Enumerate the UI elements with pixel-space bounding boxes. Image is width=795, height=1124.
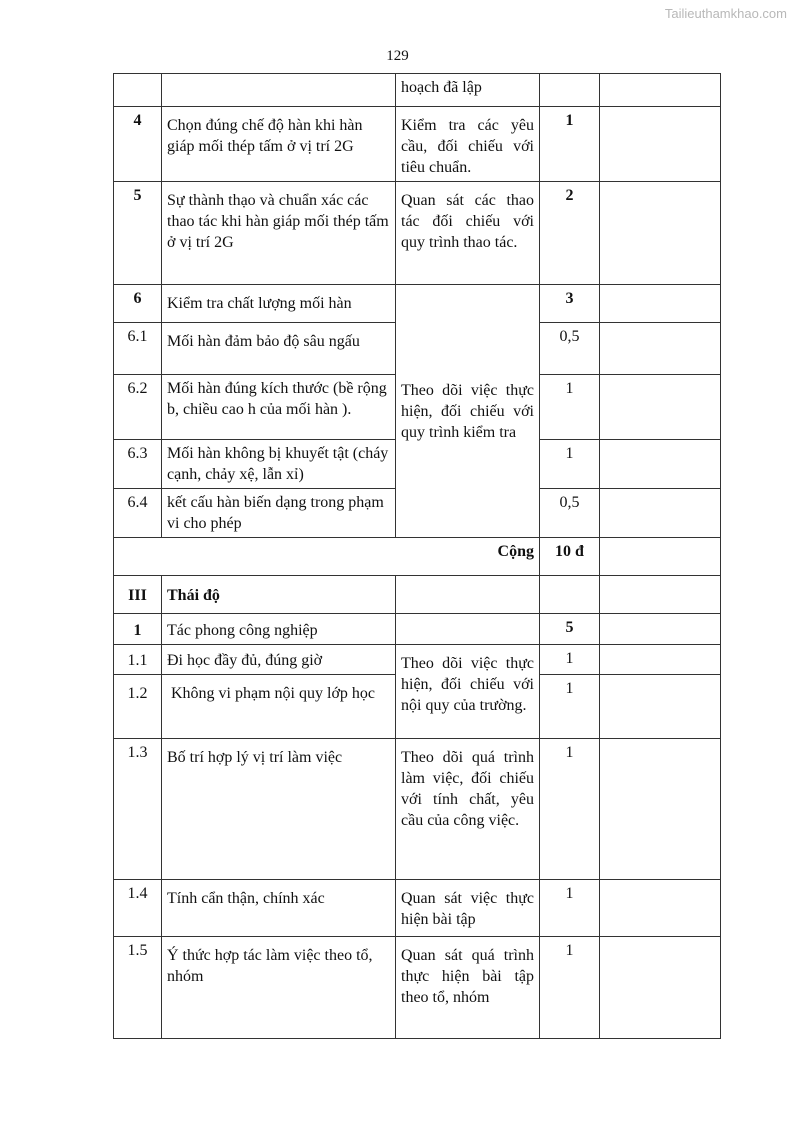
criterion-cell: Tác phong công nghiệp: [162, 614, 396, 645]
criterion-cell: Không vi phạm nội quy lớp học: [162, 675, 396, 739]
total-label: Cộng: [114, 538, 540, 576]
row-number: 5: [114, 182, 162, 285]
table-row: [114, 614, 721, 645]
points-cell: 1: [540, 880, 600, 937]
section-title: Thái độ: [162, 576, 396, 614]
row-number: 1.5: [114, 937, 162, 1039]
criterion-cell: Sự thành thạo và chuẩn xác các thao tác khi hàn giáp mối thép tấm ở vị trí 2G: [162, 182, 396, 285]
row-number: 1.1: [114, 645, 162, 675]
table-row: [114, 739, 721, 880]
result-cell: [600, 285, 721, 323]
result-cell: [600, 675, 721, 739]
result-cell: [600, 538, 721, 576]
method-cell: hoạch đã lập: [396, 74, 540, 107]
points-cell: 0,5: [540, 323, 600, 375]
method-cell: Quan sát các thao tác đối chiếu với quy trình thao tác.: [396, 182, 540, 285]
points-cell: 1: [540, 107, 600, 182]
table-row: [114, 645, 721, 675]
result-cell: [600, 576, 721, 614]
criterion-cell: Tính cẩn thận, chính xác: [162, 880, 396, 937]
points-cell: 1: [540, 440, 600, 489]
result-cell: [600, 489, 721, 538]
method-cell: Theo dõi việc thực hiện, đối chiếu với quy trình kiểm tra: [396, 285, 540, 538]
table-row: [114, 107, 721, 182]
result-cell: [600, 323, 721, 375]
section-header-row: [114, 576, 721, 614]
result-cell: [600, 880, 721, 937]
criterion-cell: kết cấu hàn biến dạng trong phạm vi cho phép: [162, 489, 396, 538]
points-cell: 0,5: [540, 489, 600, 538]
result-cell: [600, 182, 721, 285]
result-cell: [600, 739, 721, 880]
row-number: [114, 74, 162, 107]
criterion-cell: Đi học đầy đủ, đúng giờ: [162, 645, 396, 675]
method-cell: Kiểm tra các yêu cầu, đối chiếu với tiêu chuẩn.: [396, 107, 540, 182]
row-number: 6.2: [114, 375, 162, 440]
points-cell: [540, 576, 600, 614]
row-number: 6: [114, 285, 162, 323]
points-cell: 1: [540, 739, 600, 880]
result-cell: [600, 375, 721, 440]
row-number: 1.2: [114, 675, 162, 739]
method-cell: Quan sát việc thực hiện bài tập: [396, 880, 540, 937]
row-number: 6.1: [114, 323, 162, 375]
row-number: 6.3: [114, 440, 162, 489]
table-row: [114, 937, 721, 1039]
result-cell: [600, 937, 721, 1039]
result-cell: [600, 440, 721, 489]
row-number: 1.3: [114, 739, 162, 880]
method-cell: Theo dõi quá trình làm việc, đối chiếu với tính chất, yêu cầu của công việc.: [396, 739, 540, 880]
table-row: [114, 182, 721, 285]
total-points: 10 đ: [540, 538, 600, 576]
total-row: [114, 538, 721, 576]
points-cell: 2: [540, 182, 600, 285]
method-cell: Theo dõi việc thực hiện, đối chiếu với nội quy của trường.: [396, 645, 540, 739]
page-number: 129: [386, 48, 409, 64]
points-cell: 5: [540, 614, 600, 645]
result-cell: [600, 107, 721, 182]
criterion-cell: Bố trí hợp lý vị trí làm việc: [162, 739, 396, 880]
criterion-cell: Mối hàn đúng kích thước (bề rộng b, chiều cao h của mối hàn ).: [162, 375, 396, 440]
method-cell: Quan sát quá trình thực hiện bài tập theo tổ, nhóm: [396, 937, 540, 1039]
table-row: [114, 74, 721, 107]
method-cell: [396, 614, 540, 645]
row-number: 6.4: [114, 489, 162, 538]
result-cell: [600, 74, 721, 107]
points-cell: 1: [540, 375, 600, 440]
table-row: [114, 285, 721, 323]
method-cell: [396, 576, 540, 614]
criterion-cell: Mối hàn không bị khuyết tật (cháy cạnh, chảy xệ, lẫn xỉ): [162, 440, 396, 489]
section-number: III: [114, 576, 162, 614]
result-cell: [600, 614, 721, 645]
result-cell: [600, 645, 721, 675]
points-cell: 1: [540, 937, 600, 1039]
watermark: Tailieuthamkhao.com: [664, 6, 787, 21]
criterion-cell: [162, 74, 396, 107]
criterion-cell: Ý thức hợp tác làm việc theo tổ, nhóm: [162, 937, 396, 1039]
points-cell: 1: [540, 675, 600, 739]
row-number: 1: [114, 614, 162, 645]
criterion-cell: Kiểm tra chất lượng mối hàn: [162, 285, 396, 323]
points-cell: 1: [540, 645, 600, 675]
row-number: 1.4: [114, 880, 162, 937]
criterion-cell: Chọn đúng chế độ hàn khi hàn giáp mối thép tấm ở vị trí 2G: [162, 107, 396, 182]
criterion-cell: Mối hàn đảm bảo độ sâu ngấu: [162, 323, 396, 375]
points-cell: [540, 74, 600, 107]
assessment-table: [113, 73, 721, 1039]
row-number: 4: [114, 107, 162, 182]
points-cell: 3: [540, 285, 600, 323]
table-row: [114, 880, 721, 937]
